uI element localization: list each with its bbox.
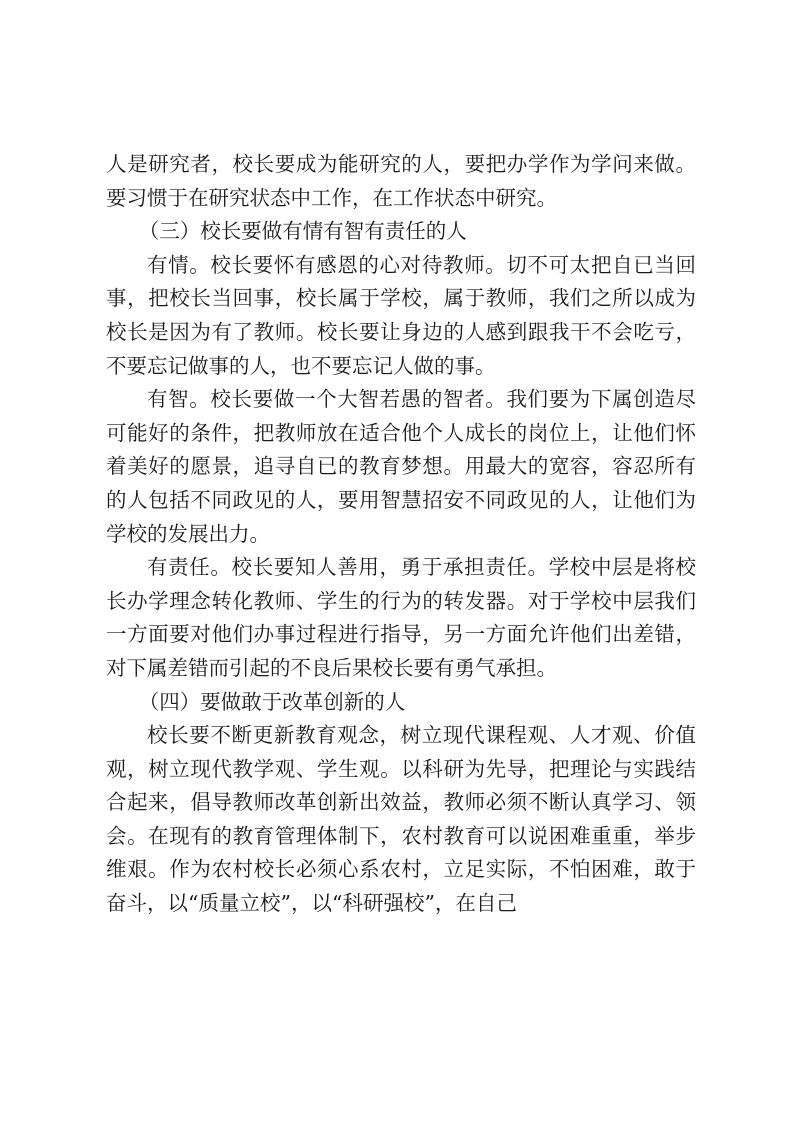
paragraph-continuation: 人是研究者，校长要成为能研究的人，要把办学作为学问来做。要习惯于在研究状态中工作，在工作状态中研究。: [106, 152, 696, 210]
document-body: [106, 148, 696, 921]
section-heading-4: （四）要做敢于改革创新的人: [138, 689, 406, 714]
section-heading-3: （三）校长要做有情有智有责任的人: [138, 219, 467, 244]
paragraph-wisdom: 有智。校长要做一个大智若愚的智者。我们要为下属创造尽可能好的条件，把教师放在适合他个人成长的岗位上，让他们怀着美好的愿景，追寻自已的教育梦想。用最大的宽容，容忍所有的人包括不同政见的人，要用智慧招安不同政见的人，让他们为学校的发展出力。: [106, 387, 696, 546]
paragraph-reform: 校长要不断更新教育观念，树立现代课程观、人才观、价值观，树立现代教学观、学生观。以科研为先导，把理论与实践结合起来，倡导教师改革创新出效益，教师必须不断认真学习、领会。在现有的教育管理体制下，农村教育可以说困难重重，举步维艰。作为农村校长必须心系农村，立足实际，不怕困难，敢于奋斗，以“质量立校”，以“科研强校”，在自己: [106, 723, 696, 916]
paragraph-emotion: 有情。校长要怀有感恩的心对待教师。切不可太把自已当回事，把校长当回事，校长属于学校，属于教师，我们之所以成为校长是因为有了教师。校长要让身边的人感到跟我干不会吃亏，不要忘记做事的人，也不要忘记人做的事。: [106, 252, 696, 378]
paragraph-responsibility: 有责任。校长要知人善用，勇于承担责任。学校中层是将校长办学理念转化教师、学生的行为的转发器。对于学校中层我们一方面要对他们办事过程进行指导，另一方面允许他们出差错，对下属差错而引起的不良后果校长要有勇气承担。: [106, 555, 696, 680]
